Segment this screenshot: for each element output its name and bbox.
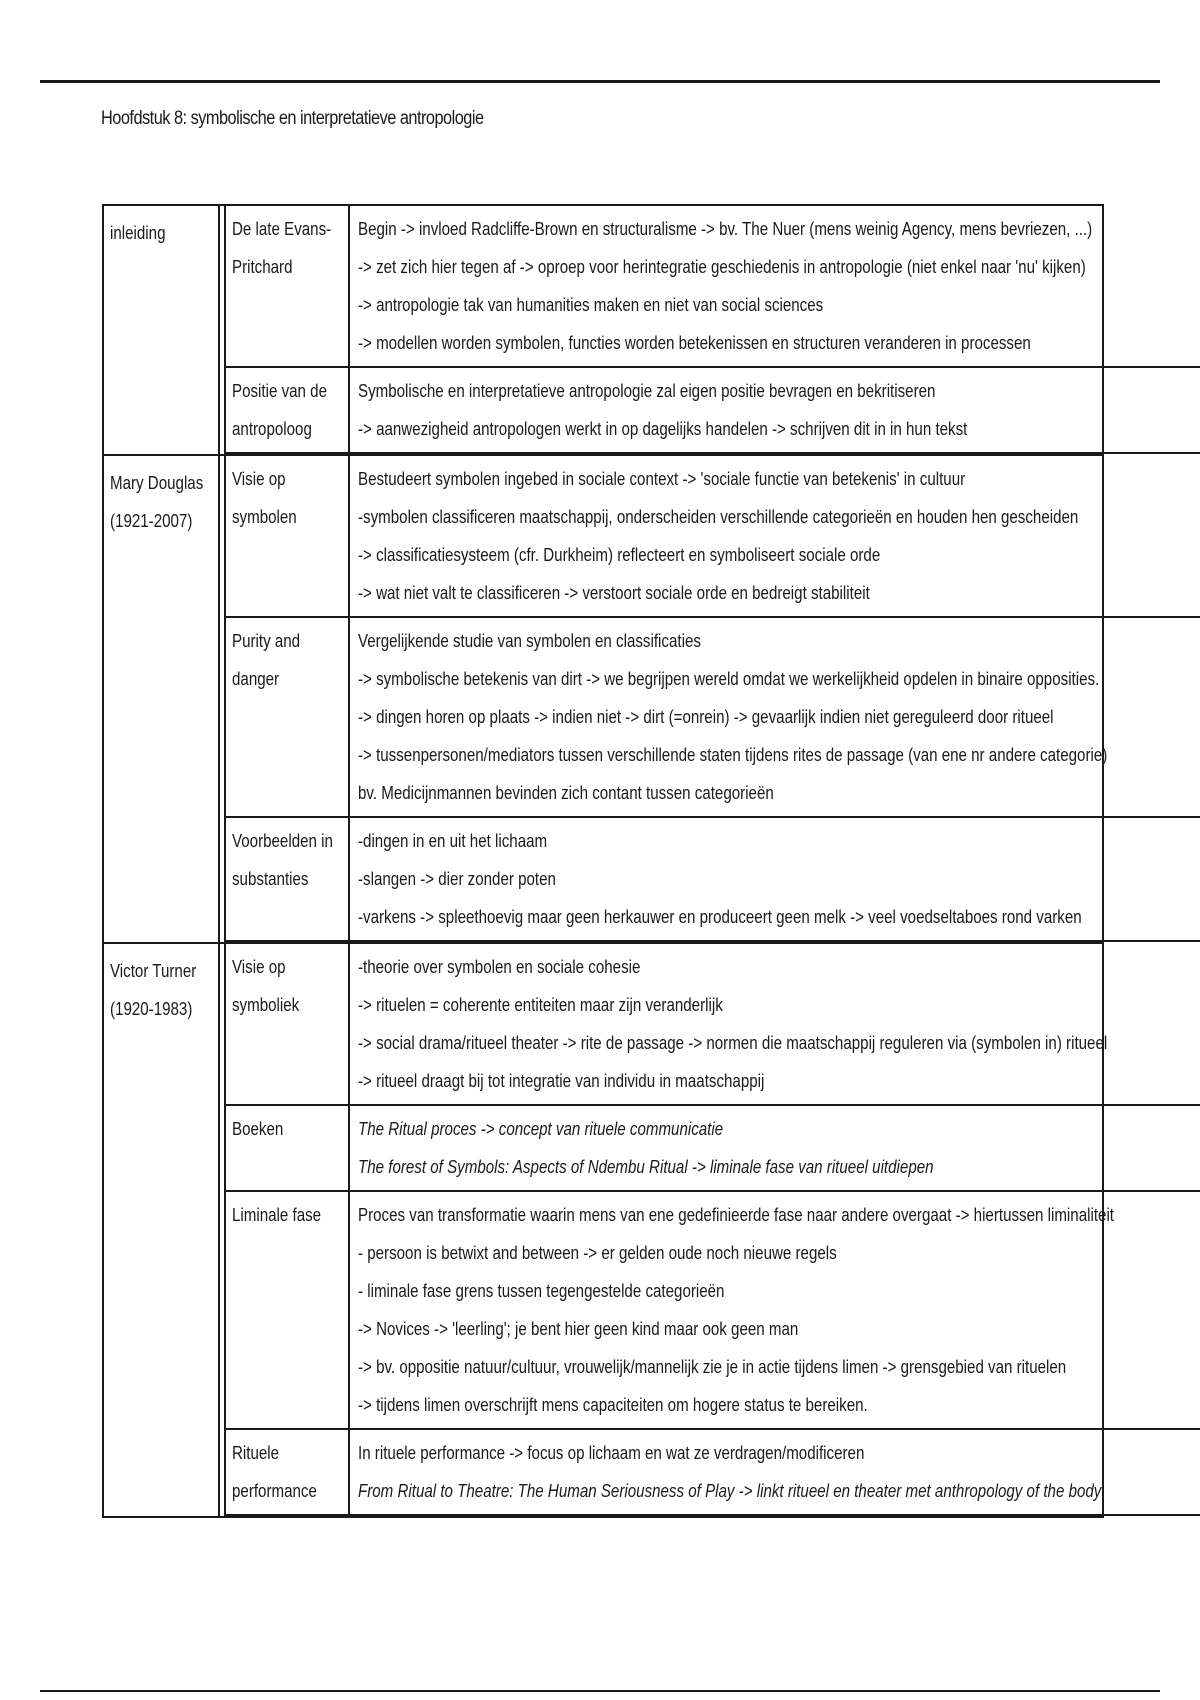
subsection-content [350,1430,1200,1514]
subsection-row [224,1104,1200,1192]
note-line: -theorie over symbolen en sociale cohesie [358,957,641,977]
note-line: -> tijdens limen overschrijft mens capaciteiten om hogere status te bereiken. [358,1395,868,1415]
note-line: -> rituelen = coherente entiteiten maar zijn veranderlijk [358,995,723,1015]
subsection-name: Rituele performance [226,1430,350,1514]
subsection-row [224,616,1200,818]
subsection-content [350,206,1200,366]
section-body [220,456,1200,942]
note-line: -> antropologie tak van humanities maken en niet van social sciences [358,295,824,315]
subsection-row [224,206,1200,368]
section-name: inleiding [104,206,220,454]
subsection-content [350,456,1200,616]
note-line: -> zet zich hier tegen af -> oproep voor herintegratie geschiedenis in antropologie (niet enkel naar 'nu' kijken) [358,257,1086,277]
subsection-row [224,816,1200,942]
note-line: In rituele performance -> focus op lichaam en wat ze verdragen/modificeren [358,1443,865,1463]
note-line: -dingen in en uit het lichaam [358,831,548,851]
note-line: -> tussenpersonen/mediators tussen verschillende staten tijdens rites de passage (van ene nr andere categorie) [358,745,1108,765]
subsection-content [350,618,1200,816]
note-line: Symbolische en interpretatieve antropologie zal eigen positie bevragen en bekritiseren [358,381,936,401]
note-line: -> symbolische betekenis van dirt -> we begrijpen wereld omdat we werkelijkheid opdelen in binaire opposities. [358,669,1100,689]
section-row [104,456,1108,944]
page-title: Hoofdstuk 8: symbolische en interpretatieve antropologie [101,108,484,129]
subsection-content [350,1192,1200,1428]
subsection-name: Purity and danger [226,618,350,816]
subsection-content [350,944,1200,1104]
subsection-content [350,818,1200,940]
subsection-name: De late Evans- Pritchard [226,206,350,366]
subsection-content [350,368,1200,452]
note-line: The Ritual proces -> concept van rituele communicatie [358,1119,724,1139]
section-row [104,206,1102,456]
top-rule [40,80,1160,83]
note-line: -> aanwezigheid antropologen werkt in op dagelijks handelen -> schrijven dit in in hun tekst [358,419,968,439]
subsection-row [224,1190,1200,1430]
note-line: bv. Medicijnmannen bevinden zich contant tussen categorieën [358,783,774,803]
note-line: From Ritual to Theatre: The Human Seriousness of Play -> linkt ritueel en theater met anthropology of the body [358,1481,1102,1501]
note-line: -> classificatiesysteem (cfr. Durkheim) reflecteert en symboliseert sociale orde [358,545,881,565]
note-line: Bestudeert symbolen ingebed in sociale context -> 'sociale functie van betekenis' in cultuur [358,469,966,489]
note-line: Proces van transformatie waarin mens van ene gedefinieerde fase naar andere overgaat -> hiertussen liminaliteit [358,1205,1114,1225]
note-line: -> Novices -> 'leerling'; je bent hier geen kind maar ook geen man [358,1319,799,1339]
notes-table [102,204,1114,1518]
section-body [220,206,1200,454]
subsection-row [224,456,1200,618]
note-line: -varkens -> spleethoevig maar geen herkauwer en produceert geen melk -> veel voedseltaboes rond varken [358,907,1082,927]
subsection-name: Voorbeelden in substanties [226,818,350,940]
section-name: Mary Douglas (1921-2007) [104,456,220,942]
note-line: -> dingen horen op plaats -> indien niet -> dirt (=onrein) -> gevaarlijk indien niet gereguleerd door ritueel [358,707,1054,727]
note-line: -slangen -> dier zonder poten [358,869,556,889]
section-row [104,944,1114,1518]
section-body [220,944,1200,1516]
subsection-name: Visie op symboliek [226,944,350,1104]
bottom-rule [40,1690,1160,1692]
note-line: - liminale fase grens tussen tegengestelde categorieën [358,1281,725,1301]
note-line: -> bv. oppositie natuur/cultuur, vrouwelijk/mannelijk zie je in actie tijdens limen -> grensgebied van rituelen [358,1357,1067,1377]
subsection-name: Positie van de antropoloog [226,368,350,452]
subsection-name: Boeken [226,1106,350,1190]
note-line: -> wat niet valt te classificeren -> verstoort sociale orde en bedreigt stabiliteit [358,583,870,603]
subsection-row [224,944,1200,1106]
subsection-row [224,366,1200,454]
note-line: The forest of Symbols: Aspects of Ndembu Ritual -> liminale fase van ritueel uitdiepen [358,1157,934,1177]
note-line: -> ritueel draagt bij tot integratie van individu in maatschappij [358,1071,765,1091]
note-line: Vergelijkende studie van symbolen en classificaties [358,631,701,651]
section-name: Victor Turner (1920-1983) [104,944,220,1516]
subsection-content [350,1106,1200,1190]
subsection-row [224,1428,1200,1516]
note-line: -> modellen worden symbolen, functies worden betekenissen en structuren veranderen in processen [358,333,1031,353]
note-line: -symbolen classificeren maatschappij, onderscheiden verschillende categorieën en houden hen gescheiden [358,507,1079,527]
note-line: -> social drama/ritueel theater -> rite de passage -> normen die maatschappij reguleren via (symbolen in) ritueel [358,1033,1108,1053]
subsection-name: Liminale fase [226,1192,350,1428]
subsection-name: Visie op symbolen [226,456,350,616]
note-line: - persoon is betwixt and between -> er gelden oude noch nieuwe regels [358,1243,837,1263]
note-line: Begin -> invloed Radcliffe-Brown en structuralisme -> bv. The Nuer (mens weinig Agency, mens bevriezen, ...) [358,219,1093,239]
